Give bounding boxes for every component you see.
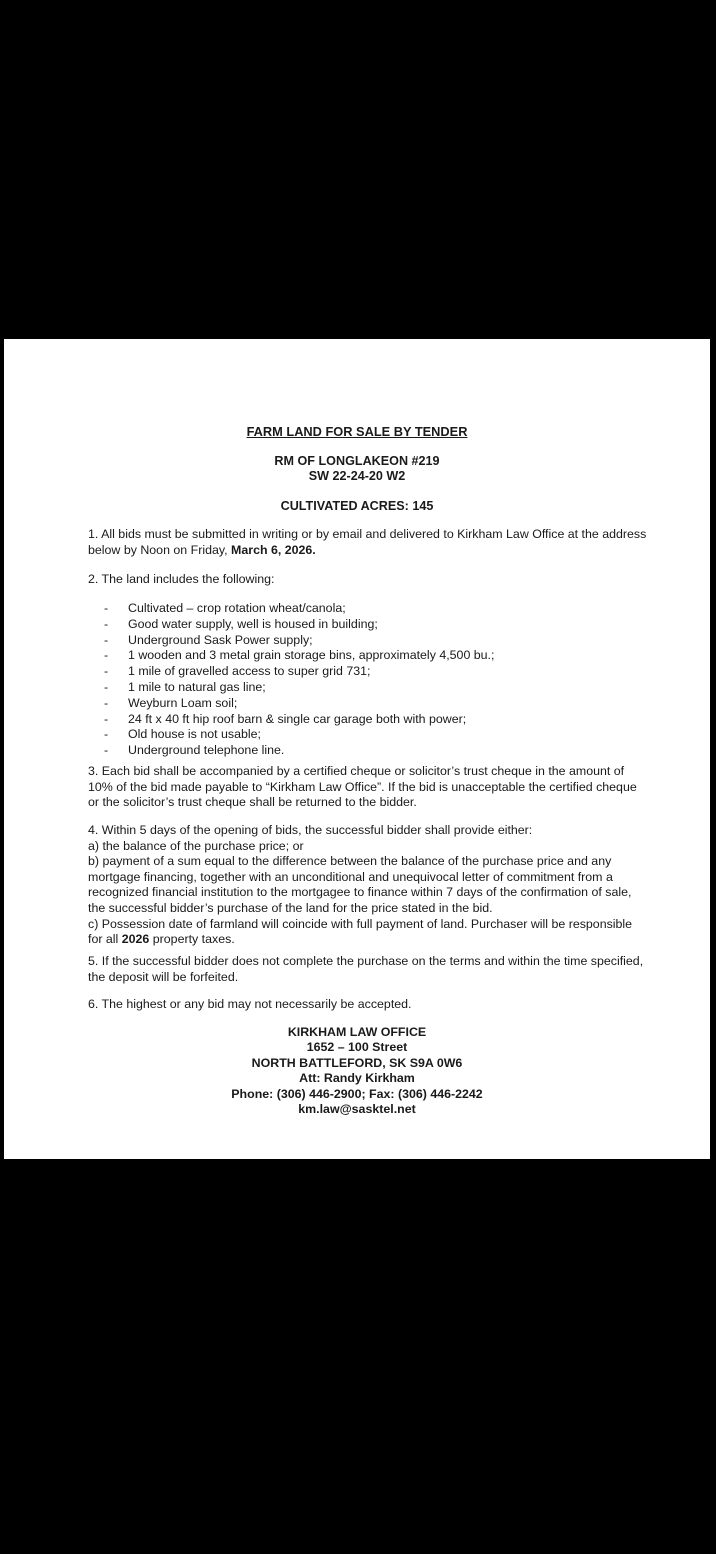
feature-text: 24 ft x 40 ft hip roof barn & single car garage both with power; bbox=[128, 711, 467, 726]
list-item bbox=[104, 680, 494, 696]
paragraph-1-text: 1. All bids must be submitted in writing or by email and delivered to Kirkham Law Office at the address below by Noon on Friday, bbox=[88, 527, 647, 557]
list-dash: - bbox=[104, 727, 109, 742]
office-city: NORTH BATTLEFORD, SK S9A 0W6 bbox=[251, 1055, 463, 1070]
document-title: FARM LAND FOR SALE BY TENDER bbox=[246, 424, 468, 439]
law-office-contact bbox=[4, 1025, 710, 1117]
office-email: km.law@sasktel.net bbox=[298, 1102, 416, 1117]
paragraph-2: 2. The land includes the following: bbox=[88, 572, 275, 586]
list-dash: - bbox=[104, 743, 109, 758]
list-dash: - bbox=[104, 601, 109, 615]
list-item bbox=[104, 633, 494, 649]
list-dash: - bbox=[104, 632, 109, 647]
feature-text: Old house is not usable; bbox=[128, 727, 261, 742]
feature-text: Weyburn Loam soil; bbox=[128, 695, 238, 710]
paragraph-3: 3. Each bid shall be accompanied by a certified cheque or solicitor’s trust cheque in the amount of 10% of the bid made payable to “Kirkham Law Office”. If the bid is unacceptable the certified cheque or the solicitor’s trust cheque shall be returned to the bidder. bbox=[88, 764, 637, 810]
list-item bbox=[104, 712, 494, 728]
list-dash: - bbox=[104, 648, 109, 663]
list-dash: - bbox=[104, 711, 109, 726]
paragraph-1 bbox=[88, 527, 648, 558]
list-item bbox=[104, 727, 494, 743]
tax-year: 2026 bbox=[121, 932, 150, 947]
paragraph-4 bbox=[88, 823, 648, 948]
feature-text: 1 wooden and 3 metal grain storage bins, approximately 4,500 bu.; bbox=[128, 648, 495, 663]
paragraph-4-option-c bbox=[88, 917, 648, 948]
list-item bbox=[104, 664, 494, 680]
paragraph-4-option-b: b) payment of a sum equal to the difference between the balance of the purchase price and any mortgage financing, together with an unconditional and unequivocal letter of commitment from a recognized financial institution to the mortgagee to finance within 7 days of the confirmation of sale, the successful bidder’s purchase of the land for the price stated in the bid. bbox=[88, 854, 632, 915]
office-name: KIRKHAM LAW OFFICE bbox=[287, 1025, 427, 1039]
list-dash: - bbox=[104, 695, 109, 710]
rm-heading bbox=[4, 454, 710, 485]
feature-text: 1 mile to natural gas line; bbox=[128, 679, 266, 694]
feature-text: Good water supply, well is housed in building; bbox=[128, 616, 378, 631]
tender-document-page bbox=[4, 339, 710, 1159]
bid-deadline-date: March 6, 2026. bbox=[231, 542, 316, 557]
feature-text: 1 mile of gravelled access to super grid 731; bbox=[128, 664, 371, 679]
rm-line: RM OF LONGLAKEON #219 bbox=[274, 454, 440, 468]
legal-land-description: SW 22-24-20 W2 bbox=[308, 469, 406, 484]
option-c-text: c) Possession date of farmland will coincide with full payment of land. Purchaser will be responsible for all bbox=[88, 916, 633, 947]
paragraph-4-intro: 4. Within 5 days of the opening of bids, the successful bidder shall provide either: bbox=[88, 823, 533, 837]
option-c-end: property taxes. bbox=[149, 932, 235, 947]
paragraph-5: 5. If the successful bidder does not complete the purchase on the terms and within the time specified, the deposit will be forfeited. bbox=[88, 954, 644, 984]
list-dash: - bbox=[104, 616, 109, 631]
paragraph-4-option-a: a) the balance of the purchase price; or bbox=[88, 838, 304, 853]
list-item bbox=[104, 696, 494, 712]
list-dash: - bbox=[104, 679, 109, 694]
land-features-list bbox=[104, 601, 494, 759]
cultivated-acres: CULTIVATED ACRES: 145 bbox=[280, 499, 434, 513]
list-item bbox=[104, 743, 494, 759]
feature-text: Underground Sask Power supply; bbox=[128, 632, 313, 647]
office-street: 1652 – 100 Street bbox=[306, 1040, 408, 1055]
list-item bbox=[104, 601, 494, 617]
list-item bbox=[104, 648, 494, 664]
list-dash: - bbox=[104, 664, 109, 679]
paragraph-6: 6. The highest or any bid may not necessarily be accepted. bbox=[88, 997, 412, 1011]
list-item bbox=[104, 617, 494, 633]
office-attention: Att: Randy Kirkham bbox=[299, 1071, 415, 1086]
feature-text: Underground telephone line. bbox=[128, 743, 285, 758]
feature-text: Cultivated – crop rotation wheat/canola; bbox=[128, 601, 346, 615]
office-phone-fax: Phone: (306) 446-2900; Fax: (306) 446-2242 bbox=[231, 1086, 483, 1101]
